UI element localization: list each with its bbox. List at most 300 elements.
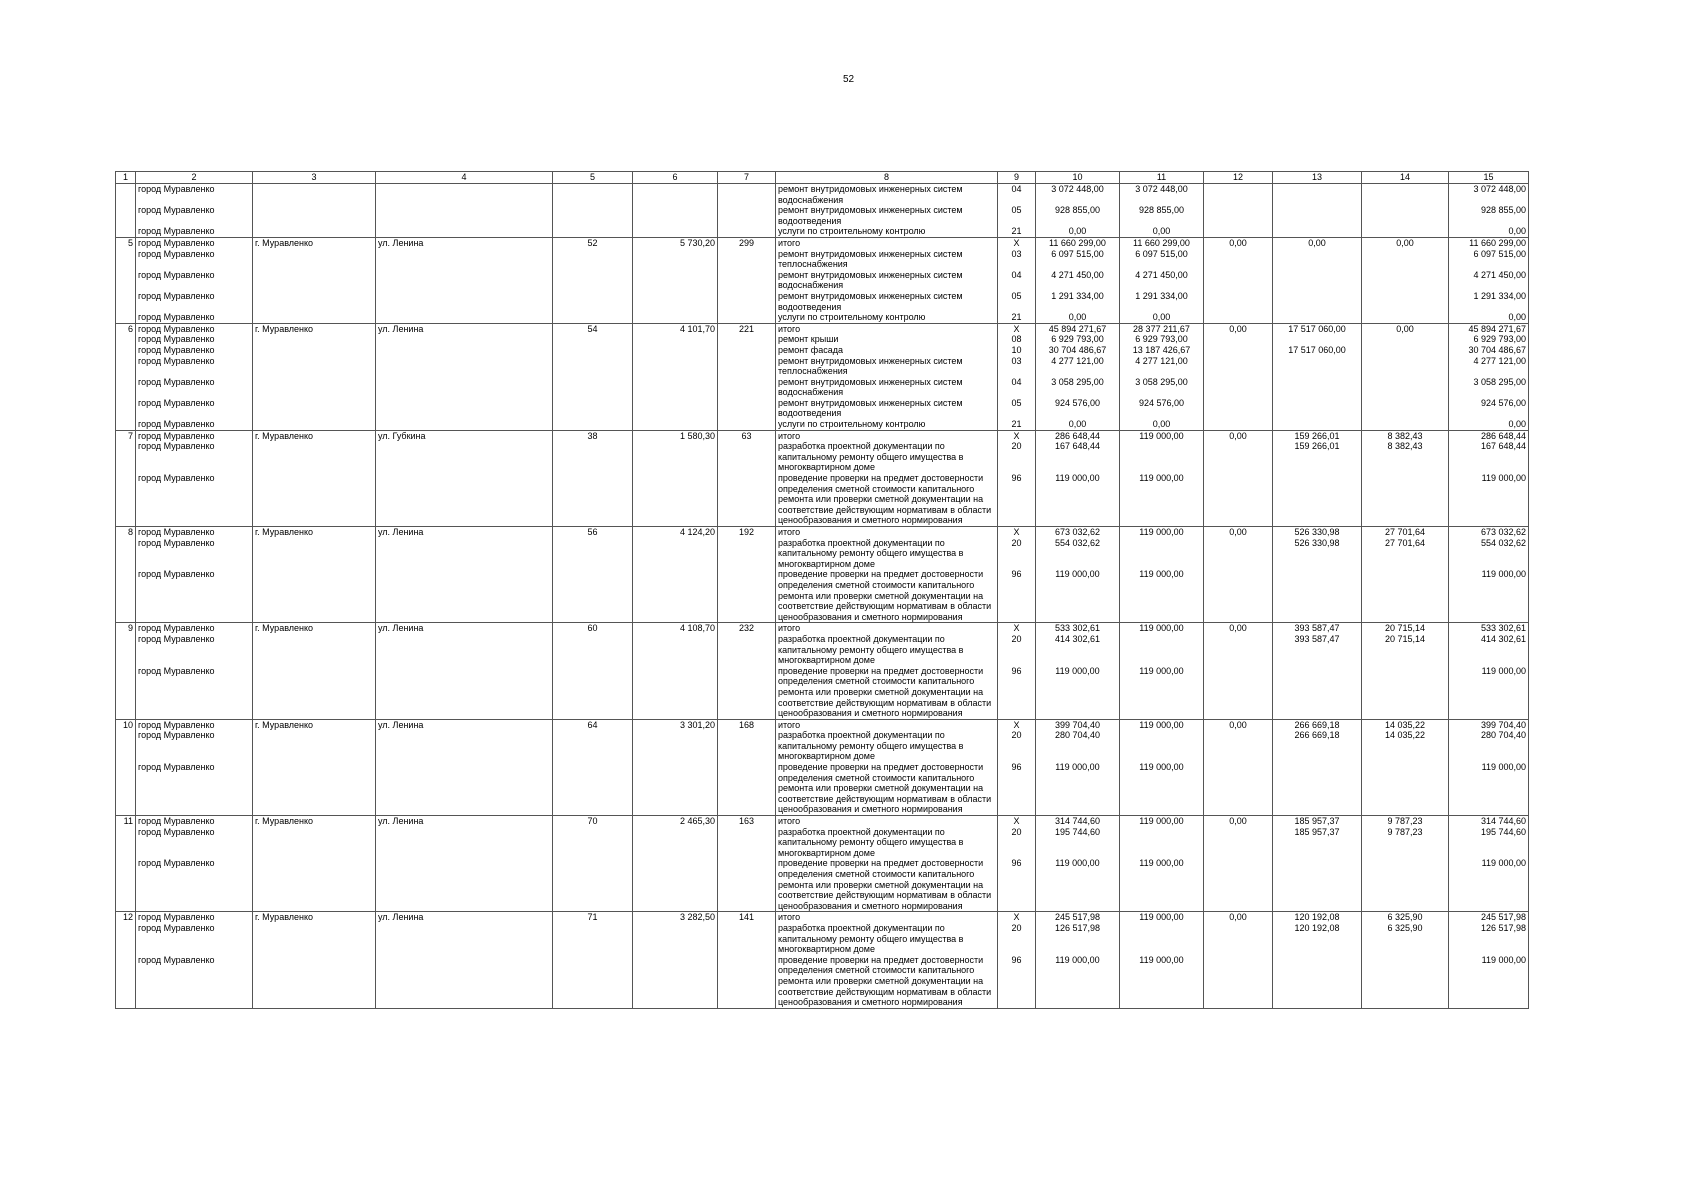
column-header-7: 7 [718,172,776,184]
house-number-cell [553,634,633,666]
column-header-8: 8 [776,172,998,184]
work-type-cell: ремонт внутридомовых инженерных систем теплоснабжения [776,249,998,270]
total-cost-cell: 119 000,00 [1036,762,1120,815]
locality-cell [253,345,376,356]
area-cell [633,345,718,356]
street-cell [376,226,553,237]
area-cell [633,666,718,719]
house-number-cell [553,184,633,206]
owner-funds-cell [1362,205,1449,226]
row-number-cell [116,473,136,526]
row-number-cell [116,538,136,570]
work-code-cell: 20 [998,538,1036,570]
fund-cost-cell: 3 058 295,00 [1120,377,1204,398]
work-type-cell: разработка проектной документации по капитальному ремонту общего имущества в многоквартирном доме [776,923,998,955]
street-cell [376,419,553,430]
total-cost-cell: 0,00 [1036,419,1120,430]
locality-cell [253,858,376,911]
table-row [116,569,1529,622]
total-cost-cell: 4 271 450,00 [1036,270,1120,291]
work-type-cell: итого [776,816,998,827]
fund-cost-cell: 0,00 [1120,226,1204,237]
street-cell: ул. Ленина [376,816,553,827]
row-number-cell [116,955,136,1008]
municipality-cell: город Муравленко [136,205,253,226]
fund-cost-cell: 119 000,00 [1120,430,1204,441]
budget-cell: 0,00 [1204,719,1273,730]
work-code-cell: 96 [998,473,1036,526]
capital-repair-table [115,171,1529,1009]
house-number-cell [553,270,633,291]
work-code-cell: 20 [998,923,1036,955]
total-cost-cell: 533 302,61 [1036,623,1120,634]
street-cell [376,762,553,815]
area-cell [633,312,718,323]
column-header-5: 5 [553,172,633,184]
subsidy-cell [1273,398,1362,419]
total-cost-cell: 195 744,60 [1036,827,1120,859]
column-header-9: 9 [998,172,1036,184]
house-number-cell [553,205,633,226]
residents-cell [718,441,776,473]
street-cell [376,270,553,291]
owner-funds-cell [1362,184,1449,206]
residents-cell [718,419,776,430]
table-row [116,441,1529,473]
owner-funds-cell: 27 701,64 [1362,538,1449,570]
row-number-cell [116,334,136,345]
budget-cell [1204,762,1273,815]
residents-cell [718,398,776,419]
work-type-cell: проведение проверки на предмет достоверности определения сметной стоимости капитального ремонта или проверки сметной документации на соответствие действующим нормативам в области ценообразования и сметного нормирования [776,762,998,815]
table-row [116,623,1529,634]
street-cell [376,955,553,1008]
total-cell: 4 271 450,00 [1449,270,1529,291]
total-cell: 11 660 299,00 [1449,237,1529,248]
locality-cell [253,226,376,237]
street-cell: ул. Ленина [376,623,553,634]
residents-cell [718,955,776,1008]
total-cell: 119 000,00 [1449,955,1529,1008]
locality-cell [253,730,376,762]
locality-cell [253,398,376,419]
row-number-cell [116,858,136,911]
house-number-cell: 71 [553,912,633,923]
work-type-cell: услуги по строительному контролю [776,419,998,430]
municipality-cell: город Муравленко [136,569,253,622]
fund-cost-cell: 119 000,00 [1120,762,1204,815]
fund-cost-cell: 119 000,00 [1120,816,1204,827]
residents-cell [718,345,776,356]
street-cell [376,249,553,270]
work-code-cell: 05 [998,205,1036,226]
residents-cell [718,923,776,955]
street-cell [376,634,553,666]
total-cell: 0,00 [1449,312,1529,323]
fund-cost-cell: 119 000,00 [1120,666,1204,719]
municipality-cell: город Муравленко [136,538,253,570]
owner-funds-cell: 14 035,22 [1362,730,1449,762]
municipality-cell: город Муравленко [136,827,253,859]
owner-funds-cell: 20 715,14 [1362,623,1449,634]
work-type-cell: ремонт внутридомовых инженерных систем водоотведения [776,398,998,419]
subsidy-cell [1273,858,1362,911]
total-cost-cell: 119 000,00 [1036,473,1120,526]
table-row [116,827,1529,859]
fund-cost-cell: 4 271 450,00 [1120,270,1204,291]
residents-cell: 141 [718,912,776,923]
total-cell: 533 302,61 [1449,623,1529,634]
residents-cell [718,226,776,237]
owner-funds-cell [1362,473,1449,526]
owner-funds-cell [1362,858,1449,911]
street-cell [376,538,553,570]
owner-funds-cell [1362,356,1449,377]
fund-cost-cell: 928 855,00 [1120,205,1204,226]
municipality-cell: город Муравленко [136,323,253,334]
table-row [116,858,1529,911]
municipality-cell: город Муравленко [136,441,253,473]
budget-cell [1204,398,1273,419]
work-type-cell: ремонт внутридомовых инженерных систем водоотведения [776,291,998,312]
table-row [116,419,1529,430]
row-number-cell: 5 [116,237,136,248]
subsidy-cell [1273,270,1362,291]
work-code-cell: 21 [998,226,1036,237]
work-code-cell: X [998,237,1036,248]
work-code-cell: 96 [998,762,1036,815]
table-row [116,312,1529,323]
work-type-cell: итого [776,430,998,441]
owner-funds-cell: 27 701,64 [1362,527,1449,538]
column-header-1: 1 [116,172,136,184]
house-number-cell [553,356,633,377]
area-cell [633,184,718,206]
budget-cell [1204,270,1273,291]
street-cell [376,569,553,622]
owner-funds-cell: 8 382,43 [1362,430,1449,441]
fund-cost-cell: 119 000,00 [1120,858,1204,911]
total-cell: 119 000,00 [1449,762,1529,815]
work-type-cell: итого [776,527,998,538]
work-code-cell: X [998,912,1036,923]
subsidy-cell: 17 517 060,00 [1273,323,1362,334]
municipality-cell: город Муравленко [136,955,253,1008]
work-code-cell: 03 [998,249,1036,270]
budget-cell [1204,345,1273,356]
work-type-cell: ремонт крыши [776,334,998,345]
total-cell: 286 648,44 [1449,430,1529,441]
budget-cell: 0,00 [1204,912,1273,923]
budget-cell [1204,184,1273,206]
column-header-6: 6 [633,172,718,184]
table-row [116,912,1529,923]
owner-funds-cell: 8 382,43 [1362,441,1449,473]
total-cost-cell: 673 032,62 [1036,527,1120,538]
area-cell [633,270,718,291]
subsidy-cell [1273,184,1362,206]
municipality-cell: город Муравленко [136,377,253,398]
house-number-cell [553,441,633,473]
row-number-cell [116,666,136,719]
budget-cell [1204,377,1273,398]
house-number-cell [553,473,633,526]
work-code-cell: X [998,623,1036,634]
area-cell: 3 301,20 [633,719,718,730]
owner-funds-cell [1362,312,1449,323]
work-code-cell: 96 [998,569,1036,622]
row-number-cell [116,441,136,473]
locality-cell [253,419,376,430]
total-cell: 4 277 121,00 [1449,356,1529,377]
residents-cell [718,356,776,377]
column-number-row [116,172,1529,184]
work-type-cell: итого [776,237,998,248]
budget-cell [1204,356,1273,377]
fund-cost-cell [1120,634,1204,666]
budget-cell: 0,00 [1204,323,1273,334]
table-row [116,205,1529,226]
row-number-cell: 10 [116,719,136,730]
subsidy-cell [1273,419,1362,430]
work-type-cell: ремонт внутридомовых инженерных систем водоснабжения [776,184,998,206]
subsidy-cell: 159 266,01 [1273,441,1362,473]
total-cost-cell: 0,00 [1036,312,1120,323]
locality-cell [253,334,376,345]
fund-cost-cell [1120,827,1204,859]
subsidy-cell: 159 266,01 [1273,430,1362,441]
total-cell: 119 000,00 [1449,666,1529,719]
municipality-cell: город Муравленко [136,634,253,666]
fund-cost-cell: 6 097 515,00 [1120,249,1204,270]
budget-cell: 0,00 [1204,816,1273,827]
total-cost-cell: 928 855,00 [1036,205,1120,226]
area-cell: 4 101,70 [633,323,718,334]
total-cell: 0,00 [1449,226,1529,237]
municipality-cell: город Муравленко [136,249,253,270]
subsidy-cell: 0,00 [1273,237,1362,248]
total-cost-cell: 4 277 121,00 [1036,356,1120,377]
owner-funds-cell: 6 325,90 [1362,923,1449,955]
table-row [116,184,1529,206]
work-code-cell: X [998,323,1036,334]
fund-cost-cell: 924 576,00 [1120,398,1204,419]
total-cost-cell: 314 744,60 [1036,816,1120,827]
row-number-cell [116,398,136,419]
municipality-cell: город Муравленко [136,419,253,430]
subsidy-cell: 393 587,47 [1273,623,1362,634]
subsidy-cell: 526 330,98 [1273,538,1362,570]
locality-cell: г. Муравленко [253,719,376,730]
work-code-cell: 08 [998,334,1036,345]
total-cell: 314 744,60 [1449,816,1529,827]
street-cell [376,345,553,356]
budget-cell [1204,334,1273,345]
owner-funds-cell [1362,762,1449,815]
house-number-cell [553,377,633,398]
total-cost-cell: 1 291 334,00 [1036,291,1120,312]
row-number-cell [116,291,136,312]
work-type-cell: разработка проектной документации по капитальному ремонту общего имущества в многоквартирном доме [776,730,998,762]
total-cell: 928 855,00 [1449,205,1529,226]
house-number-cell: 38 [553,430,633,441]
area-cell [633,334,718,345]
owner-funds-cell [1362,569,1449,622]
subsidy-cell [1273,762,1362,815]
budget-cell [1204,858,1273,911]
fund-cost-cell: 4 277 121,00 [1120,356,1204,377]
row-number-cell [116,249,136,270]
subsidy-cell: 266 669,18 [1273,719,1362,730]
total-cost-cell: 3 072 448,00 [1036,184,1120,206]
residents-cell [718,634,776,666]
area-cell [633,538,718,570]
budget-cell [1204,955,1273,1008]
budget-cell [1204,538,1273,570]
row-number-cell: 8 [116,527,136,538]
table-row [116,270,1529,291]
municipality-cell: город Муравленко [136,184,253,206]
residents-cell [718,666,776,719]
total-cell: 1 291 334,00 [1449,291,1529,312]
municipality-cell: город Муравленко [136,398,253,419]
subsidy-cell [1273,226,1362,237]
table-row [116,762,1529,815]
total-cell: 126 517,98 [1449,923,1529,955]
budget-cell [1204,666,1273,719]
fund-cost-cell: 13 187 426,67 [1120,345,1204,356]
table-row [116,816,1529,827]
house-number-cell [553,827,633,859]
fund-cost-cell: 119 000,00 [1120,955,1204,1008]
work-code-cell: X [998,527,1036,538]
total-cost-cell: 126 517,98 [1036,923,1120,955]
owner-funds-cell: 14 035,22 [1362,719,1449,730]
row-number-cell [116,312,136,323]
residents-cell: 163 [718,816,776,827]
owner-funds-cell: 0,00 [1362,323,1449,334]
fund-cost-cell: 1 291 334,00 [1120,291,1204,312]
table-row [116,719,1529,730]
municipality-cell: город Муравленко [136,666,253,719]
column-header-12: 12 [1204,172,1273,184]
residents-cell: 168 [718,719,776,730]
locality-cell [253,827,376,859]
street-cell [376,858,553,911]
locality-cell [253,923,376,955]
total-cost-cell: 45 894 271,67 [1036,323,1120,334]
residents-cell [718,291,776,312]
owner-funds-cell [1362,270,1449,291]
residents-cell [718,569,776,622]
street-cell [376,827,553,859]
locality-cell [253,441,376,473]
fund-cost-cell [1120,538,1204,570]
subsidy-cell: 185 957,37 [1273,816,1362,827]
area-cell [633,398,718,419]
fund-cost-cell: 119 000,00 [1120,569,1204,622]
area-cell [633,955,718,1008]
residents-cell [718,762,776,815]
municipality-cell: город Муравленко [136,623,253,634]
area-cell: 1 580,30 [633,430,718,441]
table-row [116,323,1529,334]
total-cell: 554 032,62 [1449,538,1529,570]
street-cell [376,377,553,398]
residents-cell [718,184,776,206]
area-cell [633,419,718,430]
house-number-cell [553,345,633,356]
total-cell: 6 929 793,00 [1449,334,1529,345]
area-cell [633,569,718,622]
total-cell: 3 072 448,00 [1449,184,1529,206]
table-row [116,634,1529,666]
house-number-cell [553,762,633,815]
area-cell: 4 108,70 [633,623,718,634]
street-cell [376,205,553,226]
row-number-cell [116,226,136,237]
municipality-cell: город Муравленко [136,473,253,526]
column-header-2: 2 [136,172,253,184]
budget-cell: 0,00 [1204,430,1273,441]
total-cell: 119 000,00 [1449,473,1529,526]
house-number-cell: 52 [553,237,633,248]
locality-cell [253,666,376,719]
total-cost-cell: 399 704,40 [1036,719,1120,730]
total-cost-cell: 414 302,61 [1036,634,1120,666]
municipality-cell: город Муравленко [136,312,253,323]
work-code-cell: 20 [998,634,1036,666]
work-type-cell: услуги по строительному контролю [776,226,998,237]
area-cell [633,473,718,526]
area-cell [633,205,718,226]
subsidy-cell [1273,666,1362,719]
subsidy-cell: 120 192,08 [1273,923,1362,955]
locality-cell [253,762,376,815]
table-row [116,291,1529,312]
work-type-cell: проведение проверки на предмет достоверности определения сметной стоимости капитального ремонта или проверки сметной документации на соответствие действующим нормативам в области ценообразования и сметного нормирования [776,858,998,911]
house-number-cell [553,923,633,955]
house-number-cell [553,730,633,762]
locality-cell [253,249,376,270]
row-number-cell [116,762,136,815]
table-row [116,473,1529,526]
budget-cell [1204,730,1273,762]
total-cell: 30 704 486,67 [1449,345,1529,356]
total-cost-cell: 245 517,98 [1036,912,1120,923]
total-cost-cell: 167 648,44 [1036,441,1120,473]
locality-cell: г. Муравленко [253,527,376,538]
owner-funds-cell [1362,334,1449,345]
area-cell [633,730,718,762]
street-cell [376,473,553,526]
column-header-15: 15 [1449,172,1529,184]
work-type-cell: разработка проектной документации по капитальному ремонту общего имущества в многоквартирном доме [776,538,998,570]
house-number-cell [553,249,633,270]
residents-cell: 299 [718,237,776,248]
budget-cell [1204,205,1273,226]
street-cell [376,923,553,955]
area-cell [633,291,718,312]
budget-cell: 0,00 [1204,527,1273,538]
total-cost-cell: 924 576,00 [1036,398,1120,419]
table-row [116,955,1529,1008]
fund-cost-cell: 6 929 793,00 [1120,334,1204,345]
house-number-cell [553,538,633,570]
total-cell: 0,00 [1449,419,1529,430]
work-code-cell: 05 [998,398,1036,419]
table-row [116,377,1529,398]
